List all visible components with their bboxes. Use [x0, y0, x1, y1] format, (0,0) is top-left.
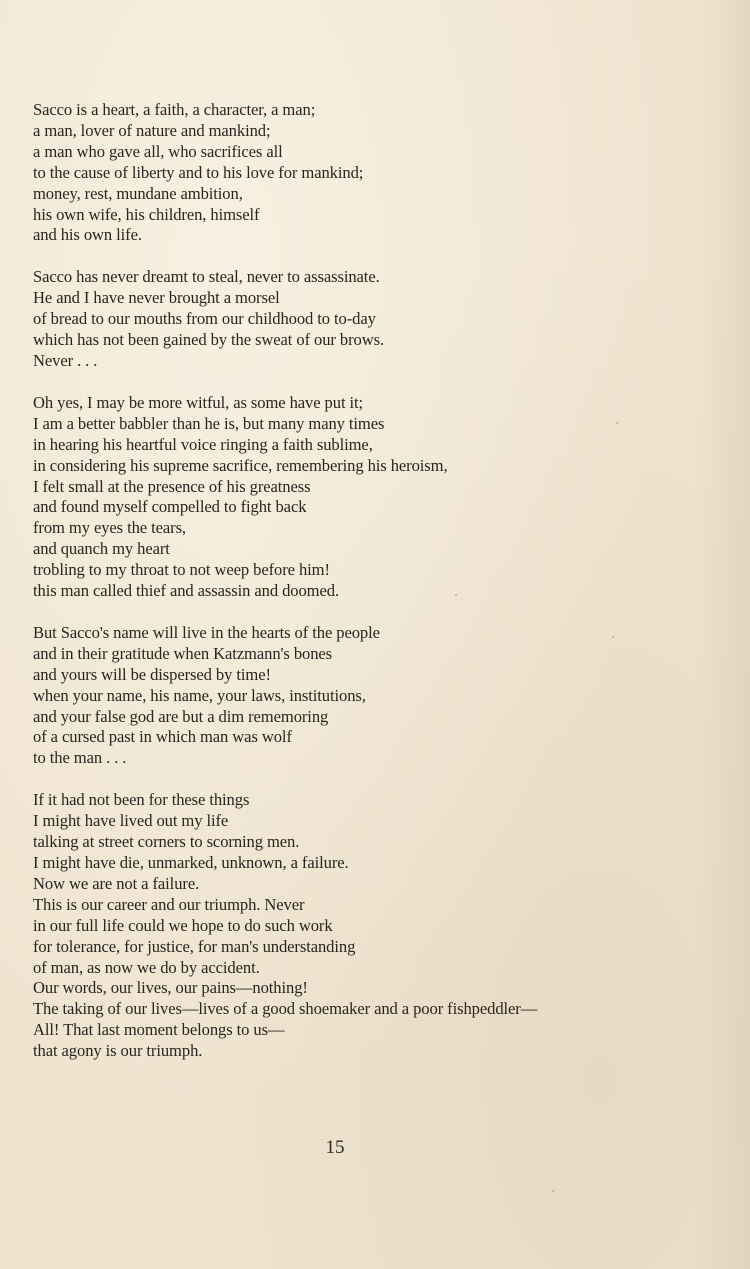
poem-line: If it had not been for these things: [33, 790, 250, 810]
poem-line: Now we are not a failure.: [33, 873, 200, 893]
poem-line: his own wife, his children, himself: [33, 204, 260, 224]
poem-line: of a cursed past in which man was wolf: [33, 727, 292, 747]
poem-line: in considering his supreme sacrifice, remembering his heroism,: [33, 455, 448, 475]
poem-line: that agony is our triumph.: [33, 1041, 203, 1061]
poem-line: Sacco is a heart, a faith, a character, a man;: [33, 100, 316, 119]
poem-line: This is our career and our triumph. Never: [33, 894, 305, 914]
stanza-4: [33, 623, 733, 769]
poem-line: which has not been gained by the sweat of our brows.: [33, 330, 385, 350]
poem-line: trobling to my throat to not weep before him!: [33, 560, 330, 580]
stanza-5: [33, 790, 733, 1062]
poem-line: I am a better babbler than he is, but many many times: [33, 413, 385, 433]
poem-line: I might have lived out my life: [33, 811, 229, 831]
poem-line: Never . . .: [33, 350, 98, 370]
poem-line: when your name, his name, your laws, institutions,: [33, 685, 366, 705]
poem-line: Sacco has never dreamt to steal, never to assassinate.: [33, 267, 380, 287]
poem-line: and yours will be dispersed by time!: [33, 664, 271, 684]
paper-speck: [552, 1190, 554, 1192]
poem-line: from my eyes the tears,: [33, 518, 186, 538]
poem-line: Oh yes, I may be more witful, as some have put it;: [33, 392, 364, 412]
poem-line: Our words, our lives, our pains—nothing!: [33, 978, 308, 998]
poem-line: and your false god are but a dim rememoring: [33, 706, 329, 726]
stanza-1: [33, 100, 733, 246]
poem-line: a man, lover of nature and mankind;: [33, 120, 271, 140]
poem-line: a man who gave all, who sacrifices all: [33, 141, 283, 161]
poem-line: All! That last moment belongs to us—: [33, 1020, 285, 1040]
poem-line: and found myself compelled to fight back: [33, 497, 307, 517]
poem-line: of man, as now we do by accident.: [33, 957, 260, 977]
poem-line: The taking of our lives—lives of a good shoemaker and a poor fishpeddler—: [33, 999, 538, 1019]
poem-line: and quanch my heart: [33, 539, 170, 559]
poem-line: money, rest, mundane ambition,: [33, 183, 243, 203]
stanza-2: [33, 267, 733, 372]
page-number: 15: [325, 1137, 345, 1158]
poem-line: this man called thief and assassin and doomed.: [33, 581, 339, 601]
poem-body: [33, 100, 733, 1083]
poem-line: He and I have never brought a morsel: [33, 288, 280, 308]
poem-line: I might have die, unmarked, unknown, a failure.: [33, 853, 349, 872]
poem-line: in hearing his heartful voice ringing a faith sublime,: [33, 434, 373, 454]
poem-line: in our full life could we hope to do such work: [33, 915, 333, 935]
poem-line: talking at street corners to scorning men.: [33, 832, 300, 852]
poem-line: and his own life.: [33, 225, 142, 245]
stanza-3: [33, 393, 733, 602]
poem-line: of bread to our mouths from our childhood to to-day: [33, 309, 376, 329]
poem-line: But Sacco's name will live in the hearts of the people: [33, 622, 380, 642]
poem-line: for tolerance, for justice, for man's understanding: [33, 936, 356, 956]
poem-line: I felt small at the presence of his greatness: [33, 476, 311, 496]
poem-line: to the man . . .: [33, 748, 127, 768]
poem-line: and in their gratitude when Katzmann's bones: [33, 643, 333, 663]
poem-line: to the cause of liberty and to his love for mankind;: [33, 162, 364, 182]
